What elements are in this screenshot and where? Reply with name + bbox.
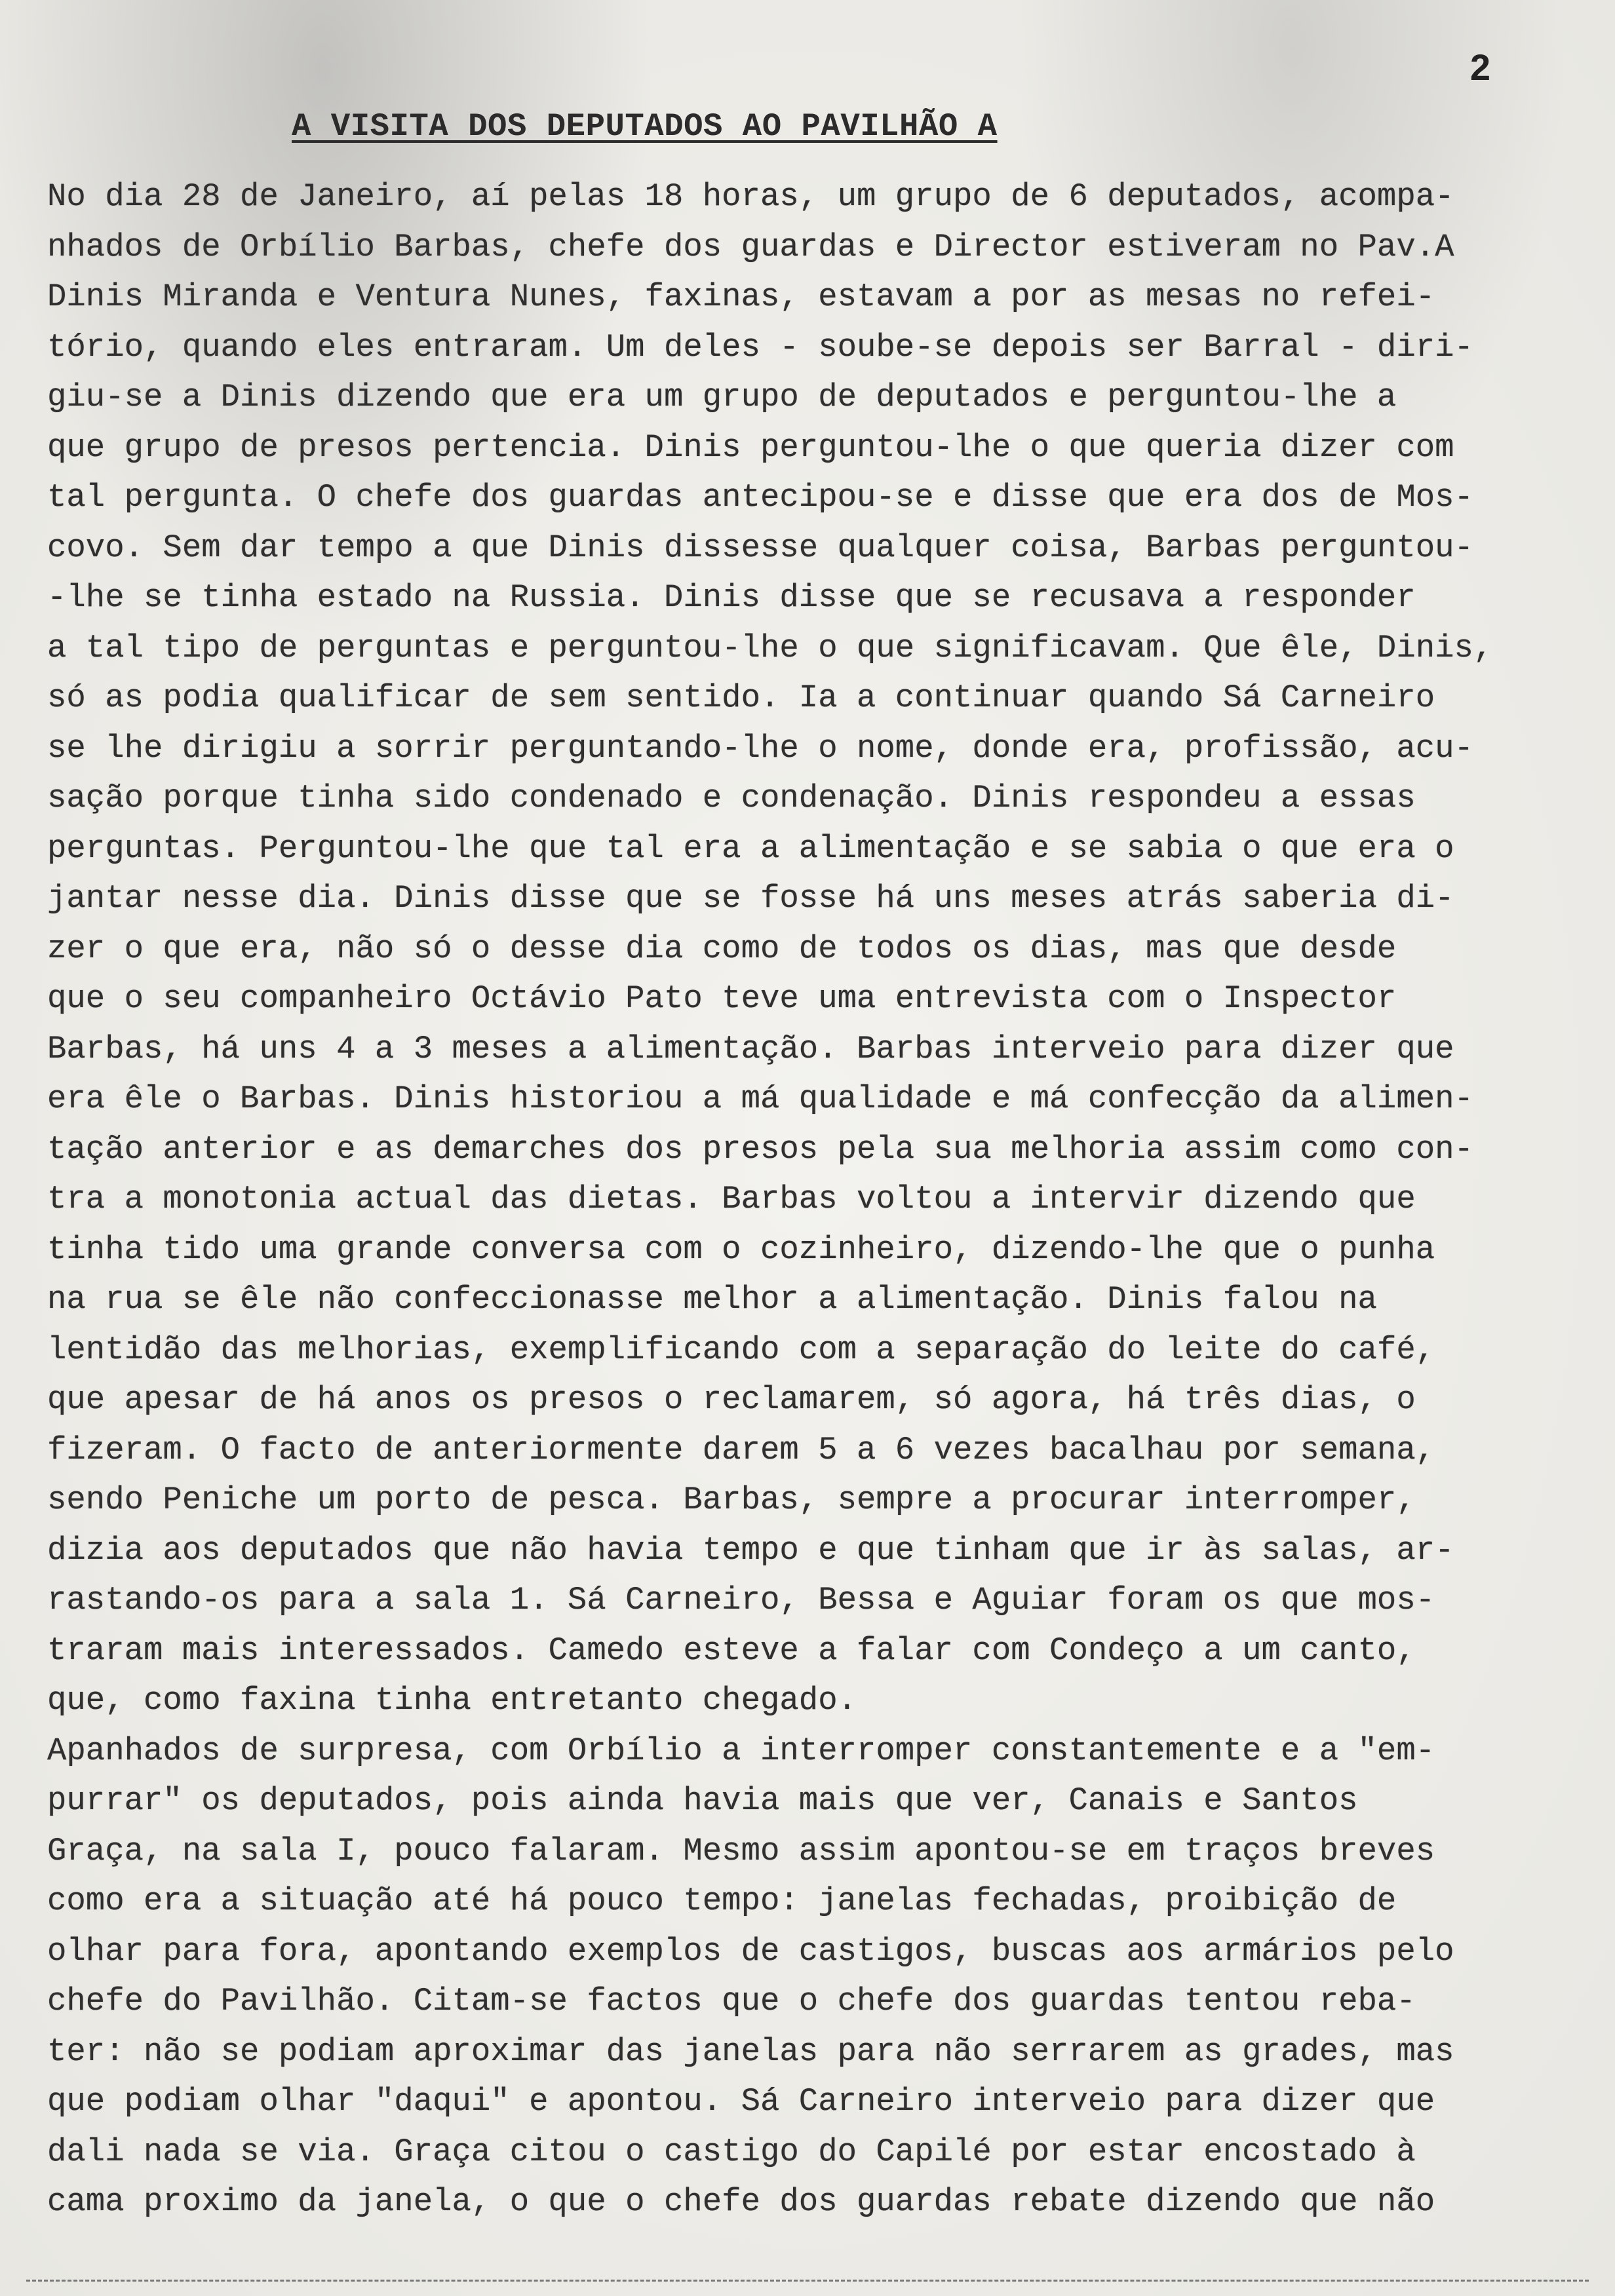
text-line: chefe do Pavilhão. Citam-se factos que o chefe dos guardas tentou reba- — [47, 1983, 1416, 2019]
text-line: na rua se êle não confeccionasse melhor a alimentação. Dinis falou na — [47, 1281, 1377, 1318]
text-line: tal pergunta. O chefe dos guardas antecipou-se e disse que era dos de Mos- — [47, 479, 1473, 516]
text-line: zer o que era, não só o desse dia como de todos os dias, mas que desde — [47, 930, 1397, 967]
text-line: tório, quando eles entraram. Um deles - soube-se depois ser Barral - diri- — [47, 328, 1473, 366]
text-line: tra a monotonia actual das dietas. Barbas voltou a intervir dizendo que — [47, 1181, 1416, 1217]
text-line: que, como faxina tinha entretanto chegado. — [47, 1682, 857, 1719]
text-line: sação porque tinha sido condenado e condenação. Dinis respondeu a essas — [47, 780, 1416, 816]
text-line: traram mais interessados. Camedo esteve a falar com Condeço a um canto, — [47, 1632, 1416, 1669]
text-line: ter: não se podiam aproximar das janelas para não serrarem as grades, mas — [47, 2033, 1454, 2070]
text-line: jantar nesse dia. Dinis disse que se fosse há uns meses atrás saberia di- — [47, 880, 1454, 917]
text-line: olhar para fora, apontando exemplos de castigos, buscas aos armários pelo — [47, 1932, 1454, 1970]
text-line: purrar" os deputados, pois ainda havia mais que ver, Canais e Santos — [47, 1782, 1358, 1819]
text-line: tação anterior e as demarches dos presos pela sua melhoria assim como con- — [47, 1130, 1473, 1168]
text-line: era êle o Barbas. Dinis historiou a má qualidade e má confecção da alimen- — [47, 1081, 1473, 1117]
text-line: só as podia qualificar de sem sentido. Ia a continuar quando Sá Carneiro — [47, 679, 1435, 716]
text-line: rastando-os para a sala 1. Sá Carneiro, Bessa e Aguiar foram os que mos- — [47, 1582, 1435, 1618]
text-line: que o seu companheiro Octávio Pato teve uma entrevista com o Inspector — [47, 980, 1397, 1017]
text-line: Barbas, há uns 4 a 3 meses a alimentação. Barbas interveio para dizer que — [47, 1030, 1454, 1067]
text-line: dali nada se via. Graça citou o castigo do Capilé por estar encostado à — [47, 2133, 1416, 2170]
text-line: nhados de Orbílio Barbas, chefe dos guardas e Director estiveram no Pav.A — [47, 228, 1454, 265]
document-body — [47, 172, 1568, 2227]
bottom-divider — [26, 2280, 1589, 2282]
document-title: A VISITA DOS DEPUTADOS AO PAVILHÃO A — [292, 108, 998, 145]
text-line: fizeram. O facto de anteriormente darem 5 a 6 vezes bacalhau por semana, — [47, 1431, 1435, 1468]
page-number: 2 — [1469, 47, 1490, 88]
text-line: dizia aos deputados que não havia tempo e que tinham que ir às salas, ar- — [47, 1531, 1454, 1569]
text-line: covo. Sem dar tempo a que Dinis dissesse qualquer coisa, Barbas perguntou- — [47, 529, 1473, 566]
text-line: tinha tido uma grande conversa com o cozinheiro, dizendo-lhe que o punha — [47, 1231, 1435, 1268]
text-line: a tal tipo de perguntas e perguntou-lhe o que significavam. Que êle, Dinis, — [47, 629, 1493, 666]
text-line: No dia 28 de Janeiro, aí pelas 18 horas, um grupo de 6 deputados, acompa- — [47, 178, 1454, 215]
text-line: sendo Peniche um porto de pesca. Barbas, sempre a procurar interromper, — [47, 1482, 1416, 1518]
text-line: giu-se a Dinis dizendo que era um grupo de deputados e perguntou-lhe a — [47, 379, 1397, 415]
text-line: como era a situação até há pouco tempo: janelas fechadas, proibição de — [47, 1883, 1397, 1919]
text-line: Graça, na sala I, pouco falaram. Mesmo assim apontou-se em traços breves — [47, 1832, 1435, 1869]
text-line: perguntas. Perguntou-lhe que tal era a alimentação e se sabia o que era o — [47, 830, 1454, 867]
text-line: que podiam olhar "daqui" e apontou. Sá Carneiro interveio para dizer que — [47, 2083, 1435, 2120]
text-line: -lhe se tinha estado na Russia. Dinis disse que se recusava a responder — [47, 579, 1416, 616]
text-line: Dinis Miranda e Ventura Nunes, faxinas, estavam a por as mesas no refei- — [47, 278, 1435, 315]
text-line: Apanhados de surpresa, com Orbílio a interromper constantemente e a "em- — [47, 1732, 1435, 1769]
text-line: que apesar de há anos os presos o reclamarem, só agora, há três dias, o — [47, 1381, 1416, 1418]
text-line: lentidão das melhorias, exemplificando com a separação do leite do café, — [47, 1331, 1435, 1368]
text-line: cama proximo da janela, o que o chefe dos guardas rebate dizendo que não — [47, 2183, 1435, 2220]
text-line: se lhe dirigiu a sorrir perguntando-lhe o nome, donde era, profissão, acu- — [47, 729, 1473, 767]
text-line: que grupo de presos pertencia. Dinis perguntou-lhe o que queria dizer com — [47, 429, 1454, 466]
